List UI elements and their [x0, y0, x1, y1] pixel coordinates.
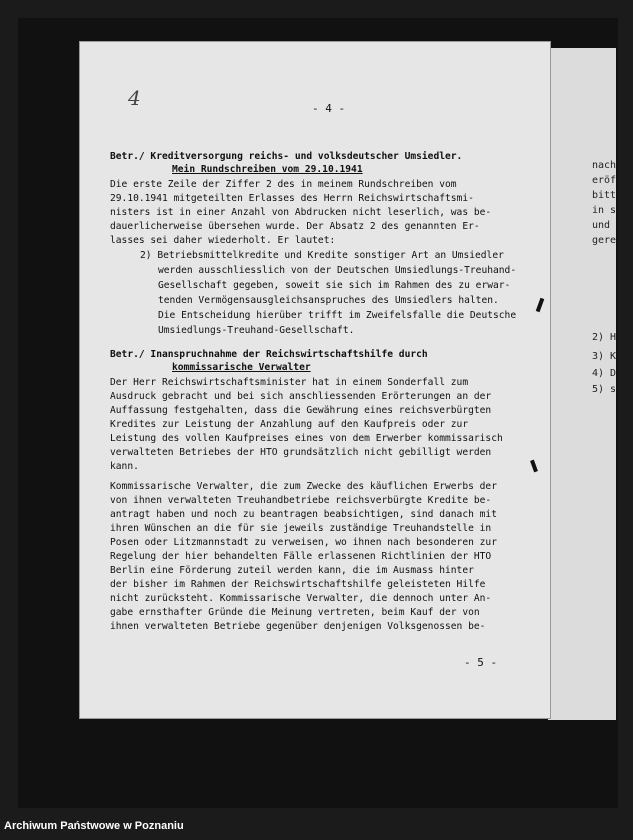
section1-para-line: dauerlicherweise übersehen wurde. Der Absatz 2 des genannten Er-: [110, 221, 480, 232]
section1-quote-line: Die Entscheidung hierüber trifft im Zweifelsfalle die Deutsche: [158, 310, 517, 321]
section1-quote-line: werden ausschliesslich von der Deutschen Umsiedlungs-Treuhand-: [158, 265, 517, 276]
section2-para1-line: kann.: [110, 461, 139, 472]
section2-para2-line: von ihnen verwalteten Treuhandbetriebe reichsverbürgte Kredite be-: [110, 495, 492, 506]
next-page-fragment: bitt: [592, 190, 616, 201]
section1-heading: Betr./ Kreditversorgung reichs- und volksdeutscher Umsiedler.: [110, 151, 463, 162]
next-page-edge: [548, 48, 616, 720]
margin-mark: [536, 298, 545, 313]
section2-para1-line: Der Herr Reichswirtschaftsminister hat in einem Sonderfall zum: [110, 377, 469, 388]
section1-quote-line: 2) Betriebsmittelkredite und Kredite sonstiger Art an Umsiedler: [140, 250, 504, 261]
document-page: [80, 42, 550, 718]
section1-para-line: 29.10.1941 mitgeteilten Erlasses des Herrn Reichswirtschaftsmi-: [110, 193, 474, 204]
section1-para-line: Die erste Zeile der Ziffer 2 des in meinem Rundschreiben vom: [110, 179, 457, 190]
next-page-fragment: nach: [592, 160, 616, 171]
next-page-fragment: 4) D: [592, 368, 616, 379]
section2-para2-line: gabe ernsthafter Gründe die Meinung vertreten, beim Kauf der von: [110, 607, 480, 618]
section1-para-line: nisters ist in einer Anzahl von Abdrucken nicht leserlich, was be-: [110, 207, 492, 218]
section2-para2-line: der bisher im Rahmen der Reichswirtschaftshilfe geleisteten Hilfe: [110, 579, 486, 590]
section2-para2-line: Posen oder Litzmannstadt zu verweisen, wo ihnen nach besonderen zur: [110, 537, 497, 548]
section2-para2-line: nicht zurücksteht. Kommissarische Verwalter, die dennoch unter An-: [110, 593, 492, 604]
page-number: - 4 -: [312, 102, 346, 115]
section1-quote-line: Gesellschaft gegeben, soweit sie sich im Rahmen des zu erwar-: [158, 280, 511, 291]
section2-heading-sub: kommissarische Verwalter: [172, 362, 311, 373]
section2-para2-line: antragt haben und noch zu beantragen beabsichtigen, sind danach mit: [110, 509, 497, 520]
section2-para1-line: Auffassung festgehalten, dass die Gewährung eines reichsverbürgten: [110, 405, 492, 416]
section2-heading: Betr./ Inanspruchnahme der Reichswirtschaftshilfe durch: [110, 349, 428, 360]
next-page-fragment: 5) s: [592, 384, 616, 395]
section2-para2-line: Kommissarische Verwalter, die zum Zwecke des käuflichen Erwerbs der: [110, 481, 497, 492]
section1-heading-sub: Mein Rundschreiben vom 29.10.1941: [172, 164, 363, 175]
next-page-fragment: in s: [592, 205, 616, 216]
section2-para1-line: verwalteten Betriebes der HTO grundsätzlich nicht gebilligt werden: [110, 447, 492, 458]
section1-quote-line: Umsiedlungs-Treuhand-Gesellschaft.: [158, 325, 355, 336]
section2-para2-line: Berlin eine Förderung zuteil werden kann, die im Ausmass hinter: [110, 565, 474, 576]
next-page-fragment: und: [592, 220, 611, 231]
next-page-fragment: eröf: [592, 175, 616, 186]
section2-para1-line: Ausdruck gebracht und bei sich anschliessenden Erörterungen an der: [110, 391, 492, 402]
section1-para-line: lasses sei daher wiederholt. Er lautet:: [110, 235, 336, 246]
section2-para2-line: Regelung der hier behandelten Fälle erlassenen Richtlinien der HTO: [110, 551, 492, 562]
next-page-fragment: 3) K: [592, 351, 616, 362]
continuation-page-number: - 5 -: [464, 656, 498, 669]
handwritten-page-number: 4: [128, 86, 141, 110]
next-page-fragment: gere: [592, 235, 616, 246]
section2-para1-line: Leistung des vollen Kaufpreises eines von dem Erwerber kommissarisch: [110, 433, 503, 444]
archive-label: Archiwum Państwowe w Poznaniu: [4, 820, 184, 832]
section2-para1-line: Kredites zur Leistung der Anzahlung auf den Kaufpreis oder zur: [110, 419, 469, 430]
section2-para2-line: ihren Wünschen an die für sie jeweils zuständige Treuhandstelle in: [110, 523, 492, 534]
section2-para2-line: ihnen verwalteten Betriebe gegenüber denjenigen Volksgenossen be-: [110, 621, 486, 632]
next-page-fragment: 2) H: [592, 332, 616, 343]
margin-mark: [530, 460, 538, 473]
section1-quote-line: tenden Vermögensausgleichsanspruches des Umsiedlers halten.: [158, 295, 499, 306]
